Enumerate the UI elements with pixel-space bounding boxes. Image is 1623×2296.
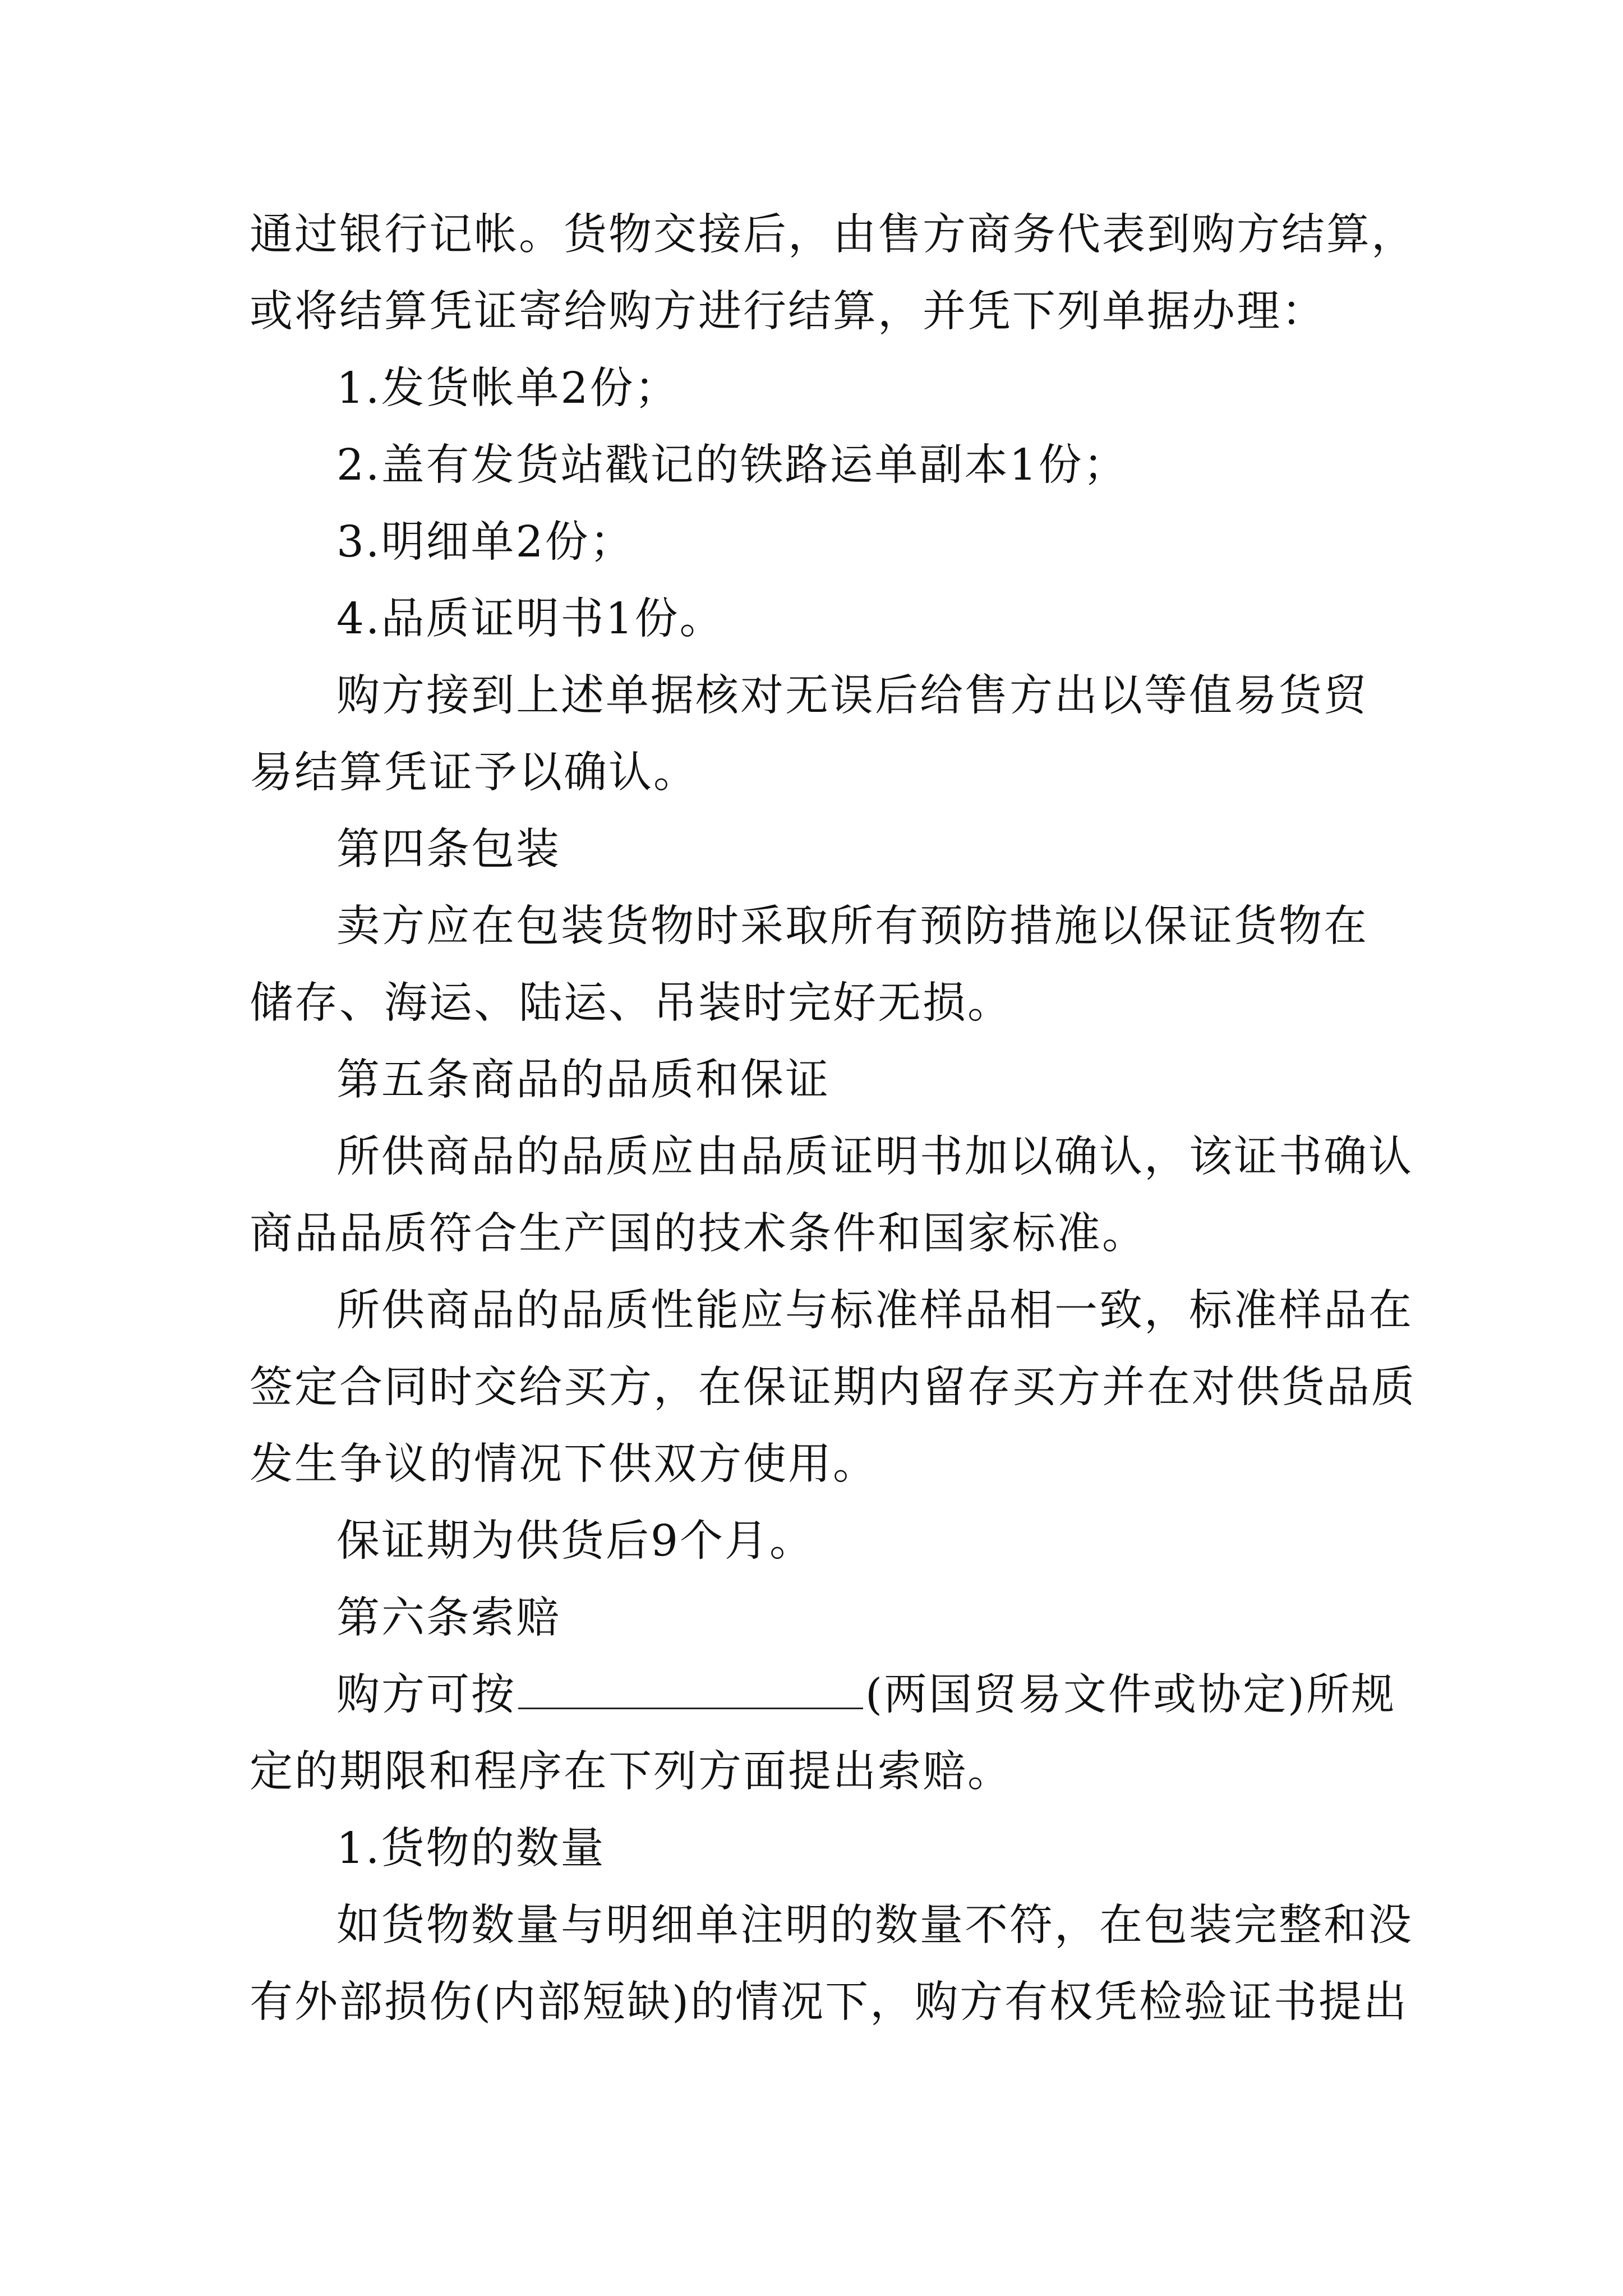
section-heading: 第六条索赔	[336, 1593, 561, 1643]
document-body	[250, 196, 1416, 2041]
paragraph-line: 发生争议的情况下供双方使用。	[250, 1439, 878, 1489]
paragraph-line: 定的期限和程序在下列方面提出索赔。	[250, 1747, 1012, 1797]
paragraph-line: 签定合同时交给买方，在保证期内留存买方并在对供货品质	[250, 1363, 1416, 1412]
paragraph-line: 保证期为供货后9个月。	[336, 1516, 814, 1566]
paragraph-line: 购方接到上述单据核对无误后给售方出以等值易货贸	[336, 671, 1368, 721]
paragraph-line: 所供商品的品质应由品质证明书加以确认，该证书确认	[336, 1132, 1413, 1182]
section-heading: 第五条商品的品质和保证	[336, 1055, 830, 1105]
list-item: 4.品质证明书1份。	[336, 594, 725, 644]
list-item: 2.盖有发货站戳记的铁路运单副本1份；	[336, 440, 1128, 490]
paragraph-line: 易结算凭证予以确认。	[250, 748, 698, 798]
paragraph-line: 储存、海运、陆运、吊装时完好无损。	[250, 978, 1012, 1028]
paragraph-line: 通过银行记帐。货物交接后，由售方商务代表到购方结算，	[250, 210, 1416, 260]
fill-in-blank	[518, 1671, 863, 1709]
list-item: 1.发货帐单2份；	[336, 364, 680, 413]
paragraph-line: 或将结算凭证寄给购方进行结算，并凭下列单据办理：	[250, 287, 1326, 337]
claim-text-before: 购方可按	[336, 1670, 516, 1720]
paragraph-line: 所供商品的品质性能应与标准样品相一致，标准样品在	[336, 1286, 1413, 1336]
list-item: 1.货物的数量	[336, 1824, 606, 1874]
paragraph-line: 卖方应在包装货物时采取所有预防措施以保证货物在	[336, 901, 1368, 951]
claim-line	[250, 1657, 1396, 1733]
paragraph-line: 有外部损伤(内部短缺)的情况下，购方有权凭检验证书提出	[250, 1977, 1409, 2027]
paragraph-line: 商品品质符合生产国的技术条件和国家标准。	[250, 1209, 1147, 1259]
paragraph-line: 如货物数量与明细单注明的数量不符，在包装完整和没	[336, 1901, 1413, 1950]
section-heading: 第四条包装	[336, 825, 561, 875]
claim-text-after: (两国贸易文件或协定)所规	[865, 1670, 1396, 1720]
list-item: 3.明细单2份；	[336, 517, 635, 567]
